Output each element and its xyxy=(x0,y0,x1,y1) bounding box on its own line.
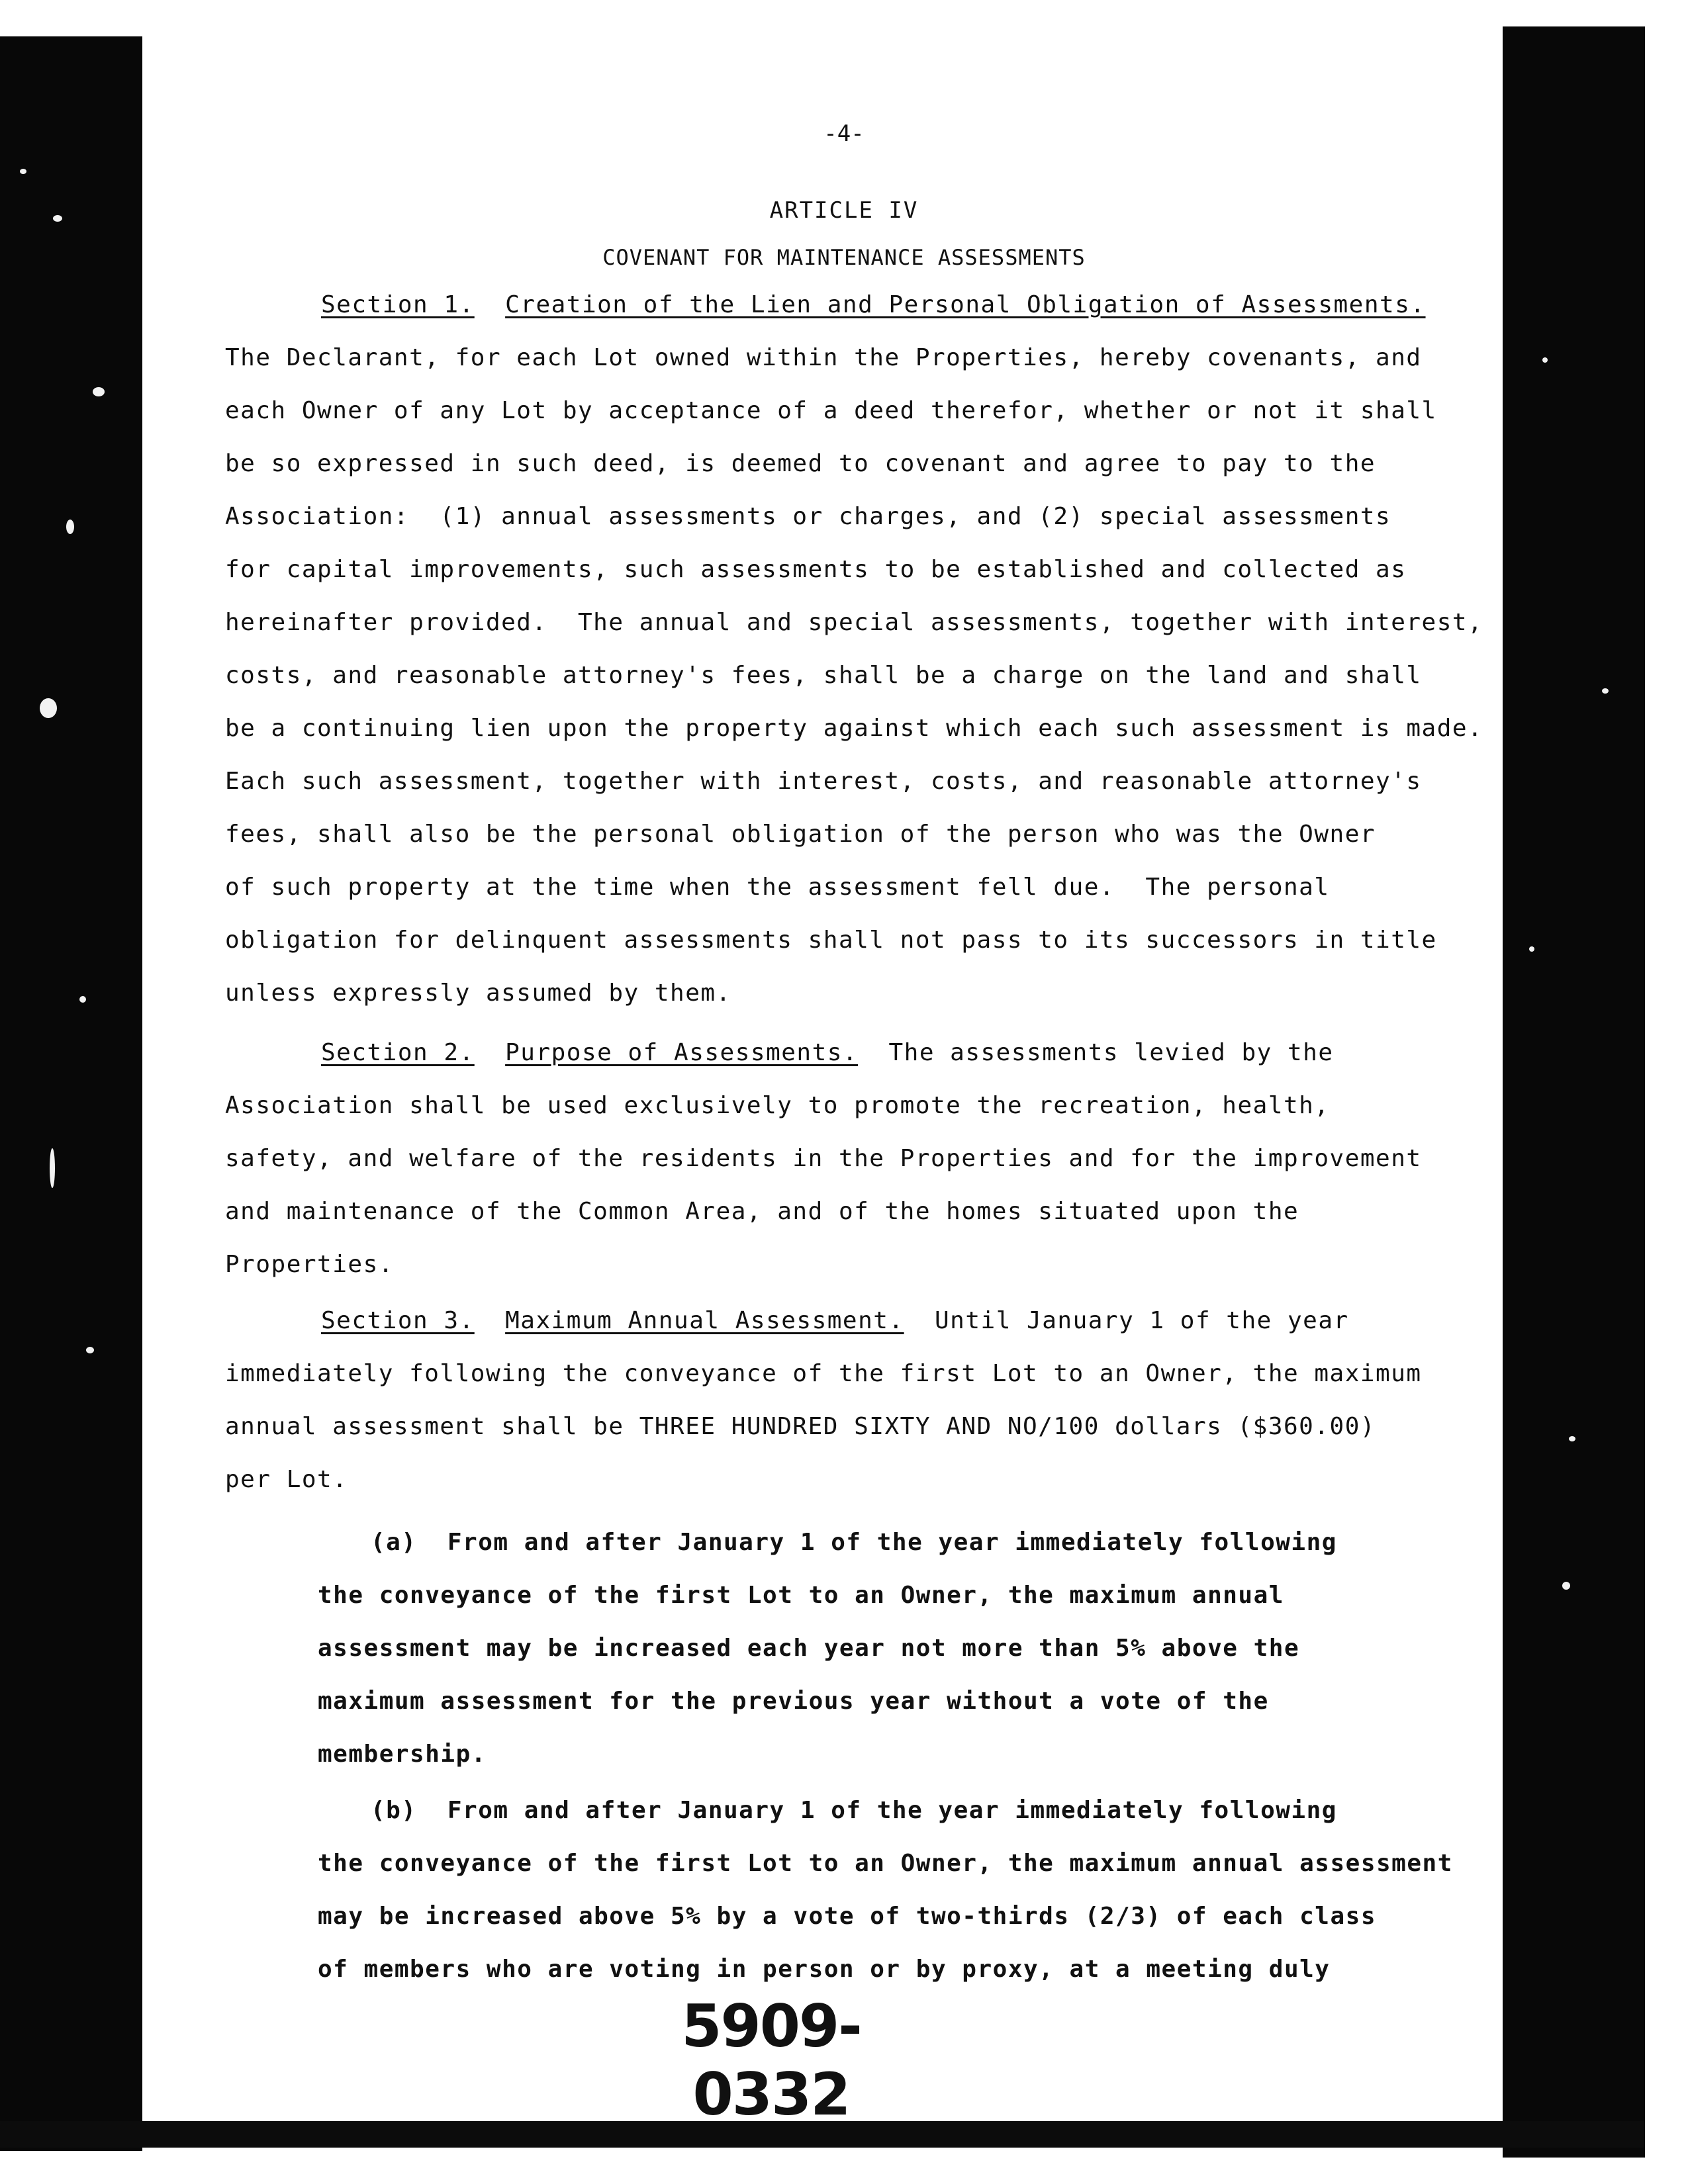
section-2-lead: The assessments levied by the xyxy=(888,1039,1334,1066)
scan-border-right xyxy=(1503,26,1645,2158)
section-2-line: Association shall be used exclusively to promote the recreation, health, xyxy=(225,1092,1330,1119)
section-2-line: safety, and welfare of the residents in the Properties and for the improvement xyxy=(225,1145,1422,1172)
scan-speck xyxy=(66,520,74,534)
page-number: -4- xyxy=(823,120,865,147)
section-1-line: costs, and reasonable attorney's fees, shall be a charge on the land and shall xyxy=(225,662,1422,689)
section-2-label: Section 2. xyxy=(321,1039,475,1066)
subsection-b-line: the conveyance of the first Lot to an Owner, the maximum annual assessment xyxy=(318,1850,1453,1877)
section-3-line: annual assessment shall be THREE HUNDRED SIXTY AND NO/100 dollars ($360.00) xyxy=(225,1413,1376,1440)
scan-speck xyxy=(79,996,86,1003)
subsection-a-line: assessment may be increased each year not more than 5% above the xyxy=(318,1635,1300,1662)
section-1-line: obligation for delinquent assessments shall not pass to its successors in title xyxy=(225,927,1437,954)
section-3-lead: Until January 1 of the year xyxy=(935,1307,1349,1334)
section-1-line: be a continuing lien upon the property against which each such assessment is made. xyxy=(225,715,1483,742)
section-2-title: Purpose of Assessments. xyxy=(505,1039,859,1066)
section-1-heading xyxy=(321,291,1426,318)
scan-speck xyxy=(1602,688,1609,694)
section-1-line: fees, shall also be the personal obligation of the person who was the Owner xyxy=(225,821,1376,848)
section-3-line: immediately following the conveyance of the first Lot to an Owner, the maximum xyxy=(225,1360,1422,1387)
article-subtitle: COVENANT FOR MAINTENANCE ASSESSMENTS xyxy=(602,245,1086,270)
section-1-line: be so expressed in such deed, is deemed to covenant and agree to pay to the xyxy=(225,450,1376,477)
subsection-b-line: of members who are voting in person or by proxy, at a meeting duly xyxy=(318,1956,1331,1983)
subsection-a-first-line: (a) From and after January 1 of the year immediately following xyxy=(371,1529,1337,1556)
section-1-line: The Declarant, for each Lot owned within the Properties, hereby covenants, and xyxy=(225,344,1422,371)
scan-speck xyxy=(1562,1582,1570,1590)
section-2-heading xyxy=(321,1039,1334,1066)
subsection-b-line: may be increased above 5% by a vote of two-thirds (2/3) of each class xyxy=(318,1903,1376,1930)
section-1-line: of such property at the time when the assessment fell due. The personal xyxy=(225,874,1330,901)
section-2-line: and maintenance of the Common Area, and of the homes situated upon the xyxy=(225,1198,1299,1225)
section-1-title: Creation of the Lien and Personal Obligation of Assessments. xyxy=(505,291,1426,318)
scan-speck xyxy=(1542,357,1548,363)
section-1-line: Each such assessment, together with interest, costs, and reasonable attorney's xyxy=(225,768,1422,795)
scan-speck xyxy=(93,387,105,396)
section-3-label: Section 3. xyxy=(321,1307,475,1334)
section-1-line: hereinafter provided. The annual and special assessments, together with interest, xyxy=(225,609,1483,636)
section-3-heading xyxy=(321,1307,1349,1334)
section-1-line: each Owner of any Lot by acceptance of a deed therefor, whether or not it shall xyxy=(225,397,1437,424)
scan-speck xyxy=(1569,1436,1575,1441)
subsection-b-first-line: (b) From and after January 1 of the year immediately following xyxy=(371,1797,1337,1824)
section-2-line: Properties. xyxy=(225,1251,394,1278)
scan-speck xyxy=(86,1347,94,1353)
scan-speck xyxy=(1529,946,1534,952)
section-3-title: Maximum Annual Assessment. xyxy=(505,1307,904,1334)
scan-border-left xyxy=(0,36,142,2151)
scan-speck xyxy=(50,1148,55,1188)
subsection-a-line: the conveyance of the first Lot to an Owner, the maximum annual xyxy=(318,1582,1284,1609)
subsection-a-line: membership. xyxy=(318,1741,487,1768)
book-page-stamp: 5909-0332 xyxy=(681,1992,861,2128)
scan-speck xyxy=(40,698,57,718)
article-title: ARTICLE IV xyxy=(769,197,919,224)
section-3-line: per Lot. xyxy=(225,1466,348,1493)
section-1-line: Association: (1) annual assessments or charges, and (2) special assessments xyxy=(225,503,1391,530)
scan-speck xyxy=(20,169,26,174)
section-1-line: unless expressly assumed by them. xyxy=(225,979,731,1007)
subsection-a-line: maximum assessment for the previous year without a vote of the xyxy=(318,1688,1269,1715)
section-1-label: Section 1. xyxy=(321,291,475,318)
section-1-line: for capital improvements, such assessments to be established and collected as xyxy=(225,556,1407,583)
